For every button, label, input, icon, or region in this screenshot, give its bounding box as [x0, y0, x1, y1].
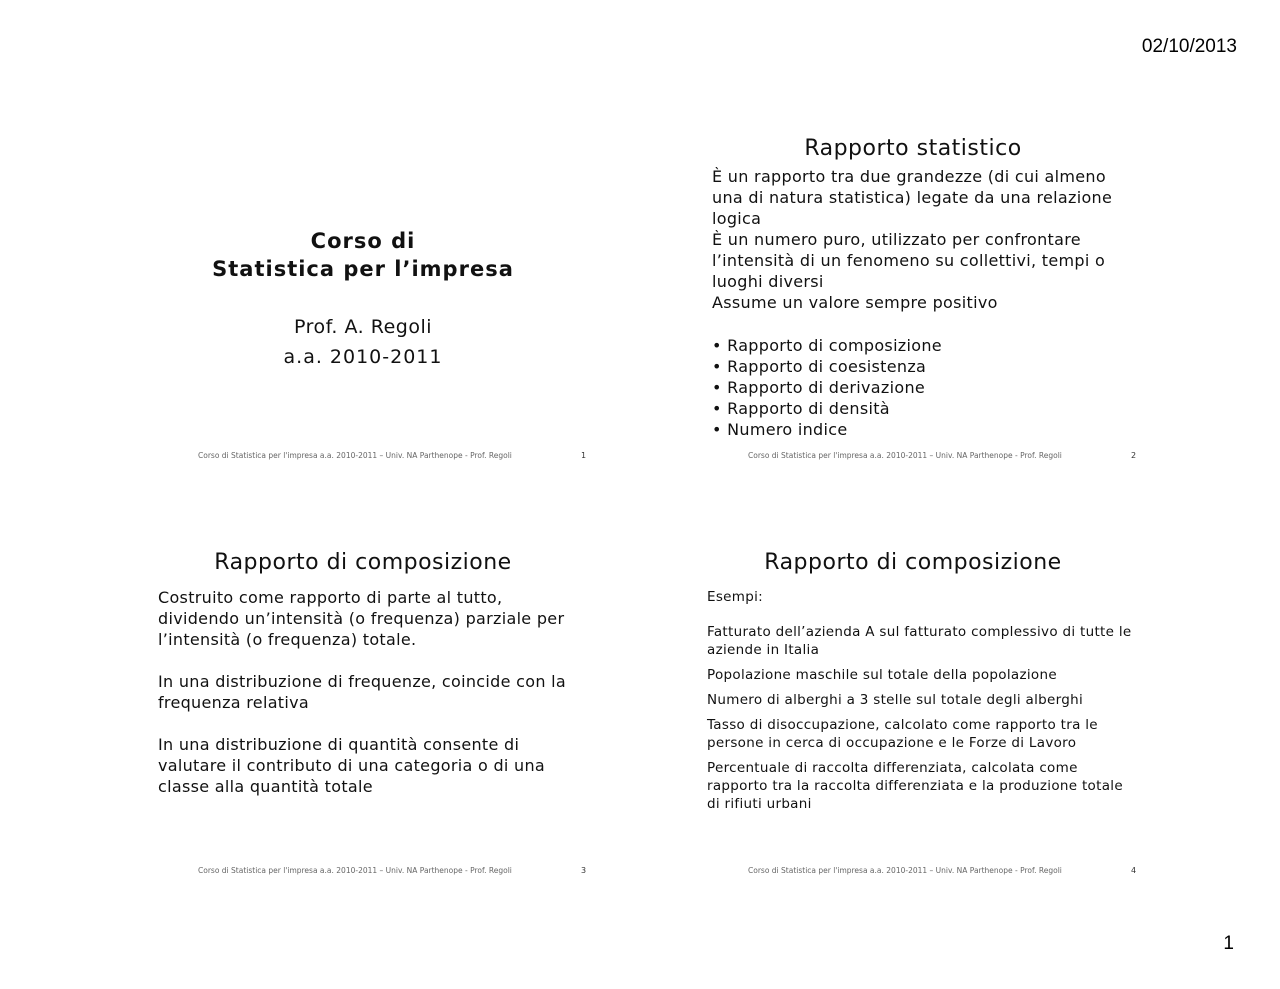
slide-1-title-line-2: Statistica per l’impresa: [212, 257, 514, 281]
slide-1-number: 1: [581, 451, 587, 460]
slide-2-bullet-list: [712, 335, 942, 440]
slide-2-footer: Corso di Statistica per l'impresa a.a. 2010-2011 – Univ. NA Parthenope - Prof. Regoli: [748, 451, 1062, 460]
slide-2-number: 2: [1131, 451, 1137, 460]
slide-1-academic-year: a.a. 2010-2011: [283, 346, 443, 368]
slide-3-footer: Corso di Statistica per l'impresa a.a. 2010-2011 – Univ. NA Parthenope - Prof. Regoli: [198, 866, 512, 875]
slide-4: [688, 545, 1138, 885]
example-item: Numero di alberghi a 3 stelle sul totale degli alberghi: [707, 692, 1084, 708]
slide-2-paragraph: È un rapporto tra due grandezze (di cui almeno una di natura statistica) legate da una relazione logica: [712, 167, 1113, 228]
bullet-item: • Rapporto di composizione: [712, 335, 942, 356]
slide-1: [138, 130, 588, 470]
slide-1-footer: Corso di Statistica per l'impresa a.a. 2010-2011 – Univ. NA Parthenope - Prof. Regoli: [198, 451, 512, 460]
slide-4-footer: Corso di Statistica per l'impresa a.a. 2010-2011 – Univ. NA Parthenope - Prof. Regoli: [748, 866, 1062, 875]
slide-4-title: Rapporto di composizione: [764, 550, 1062, 575]
example-item: Popolazione maschile sul totale della popolazione: [707, 667, 1057, 683]
slide-2: [688, 130, 1138, 470]
example-item: Percentuale di raccolta differenziata, calcolata come rapporto tra la raccolta differenziata e la produzione totale di rifiuti urbani: [707, 760, 1123, 812]
page-number: 1: [1223, 933, 1234, 954]
slide-4-examples: [707, 623, 1137, 820]
slide-2-paragraph: È un numero puro, utilizzato per confrontare l’intensità di un fenomeno su collettivi, tempi o luoghi diversi: [712, 230, 1106, 291]
document-date: 02/10/2013: [1141, 36, 1237, 57]
example-item: Fatturato dell’azienda A sul fatturato complessivo di tutte le aziende in Italia: [707, 624, 1132, 658]
bullet-item: • Rapporto di densità: [712, 398, 942, 419]
slide-3-number: 3: [581, 866, 587, 875]
bullet-item: • Rapporto di coesistenza: [712, 356, 942, 377]
bullet-item: • Numero indice: [712, 419, 942, 440]
slide-3: [138, 545, 588, 885]
slide-4-number: 4: [1131, 866, 1137, 875]
slide-3-paragraph: In una distribuzione di quantità consente di valutare il contributo di una categoria o di una classe alla quantità totale: [158, 735, 546, 796]
bullet-item: • Rapporto di derivazione: [712, 377, 942, 398]
slide-3-paragraph: Costruito come rapporto di parte al tutto, dividendo un’intensità (o frequenza) parziale per l’intensità (o frequenza) totale.: [158, 588, 565, 649]
slide-1-professor: Prof. A. Regoli: [293, 316, 433, 338]
slide-4-lead: Esempi:: [707, 589, 763, 605]
slide-2-title: Rapporto statistico: [804, 136, 1022, 161]
slide-1-title: [138, 227, 588, 283]
slide-2-paragraph: Assume un valore sempre positivo: [712, 293, 998, 312]
slide-1-title-line-1: Corso di: [310, 229, 416, 253]
slide-3-body: [158, 587, 588, 818]
slide-2-body: [712, 166, 1132, 313]
slide-3-title: Rapporto di composizione: [214, 550, 512, 575]
slide-3-paragraph: In una distribuzione di frequenze, coincide con la frequenza relativa: [158, 672, 566, 712]
example-item: Tasso di disoccupazione, calcolato come rapporto tra le persone in cerca di occupazione e le Forze di Lavoro: [707, 717, 1098, 751]
